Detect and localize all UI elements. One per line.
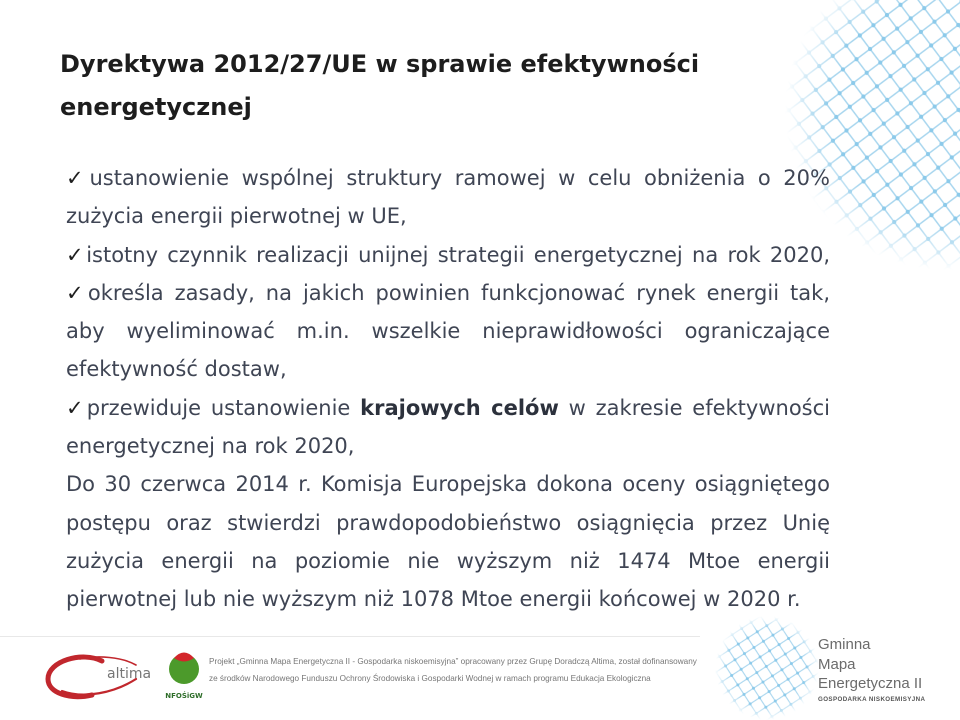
check-icon: ✓	[66, 395, 87, 420]
paragraph-text: postępu oraz stwierdzi prawdopodobieństwo osiągnięcia przez Unię	[66, 510, 830, 535]
paragraph-line	[66, 542, 830, 580]
bullet-continuation-line	[66, 427, 830, 465]
bullet-continuation-line	[66, 350, 830, 388]
nfosigw-logo	[162, 646, 206, 704]
paragraph-line	[66, 580, 830, 618]
check-icon: ✓	[66, 280, 88, 305]
bullet-text: energetycznej na rok 2020,	[66, 434, 355, 459]
logo-tagline: GOSPODARKA NISKOEMISYJNA	[818, 695, 926, 703]
bullet-text: ustanowienie wspólnej struktury ramowej w celu obniżenia o 20%	[89, 166, 830, 190]
altima-swoosh	[80, 657, 136, 665]
footer-divider	[0, 636, 700, 637]
paragraph-text: pierwotnej lub nie wyższym niż 1078 Mtoe energii końcowej w 2020 r.	[66, 587, 801, 612]
altima-logo-text: altima	[107, 666, 152, 682]
altima-logo	[40, 645, 155, 705]
altima-swoosh	[48, 657, 102, 697]
bullet-continuation-line	[66, 312, 830, 350]
paragraph-text: Do 30 czerwca 2014 r. Komisja Europejska dokona oceny osiągniętego	[66, 472, 830, 497]
bullet-text: efektywność dostaw,	[66, 357, 287, 382]
bullet-text: aby wyeliminować m.in. wszelkie nieprawidłowości ograniczające	[66, 319, 830, 344]
bullet-line	[66, 236, 830, 274]
check-icon: ✓	[66, 166, 90, 190]
bullet-text: przewiduje ustanowienie	[86, 395, 361, 420]
bullet-continuation-line	[66, 197, 830, 235]
paragraph-line	[66, 504, 830, 542]
slide-title: Dyrektywa 2012/27/UE w sprawie efektywności energetycznej	[60, 50, 700, 121]
paragraph-line	[66, 465, 830, 503]
nfosigw-logo-text: NFOŚiGW	[165, 692, 203, 700]
bullet-text: istotny czynnik realizacji unijnej strategii energetycznej na rok 2020,	[86, 242, 830, 267]
bullet-line	[66, 274, 830, 312]
gminna-mapa-energetyczna-logo	[818, 635, 948, 703]
bullet-text: zużycia energii pierwotnej w UE,	[66, 204, 407, 229]
bullet-line	[66, 389, 830, 427]
logo-line: Energetyczna II	[818, 675, 923, 692]
bullet-bold-text: krajowych celów	[360, 395, 559, 420]
logo-line: Mapa	[818, 655, 856, 673]
paragraph-text: zużycia energii na poziomie nie wyższym niż 1474 Mtoe energii	[66, 548, 830, 573]
project-funding-note	[209, 653, 709, 687]
project-note-line: Projekt „Gminna Mapa Energetyczna II - Gospodarka niskoemisyjna” opracowany przez Grupę Doradczą Altima, został dofinansowany	[209, 657, 697, 666]
bullet-line	[66, 159, 830, 197]
bullet-text: określa zasady, na jakich powinien funkcjonować rynek energii tak,	[87, 280, 830, 305]
bullet-text: w zakresie efektywności	[558, 395, 830, 420]
project-note-line: ze środków Narodowego Funduszu Ochrony Środowiska i Gospodarki Wodnej w ramach programu Edukacja Ekologiczna	[209, 674, 651, 683]
slide-body	[66, 159, 830, 619]
logo-line: Gminna	[818, 636, 871, 653]
mesh-decoration-bottom	[712, 614, 822, 720]
check-icon: ✓	[66, 242, 87, 267]
